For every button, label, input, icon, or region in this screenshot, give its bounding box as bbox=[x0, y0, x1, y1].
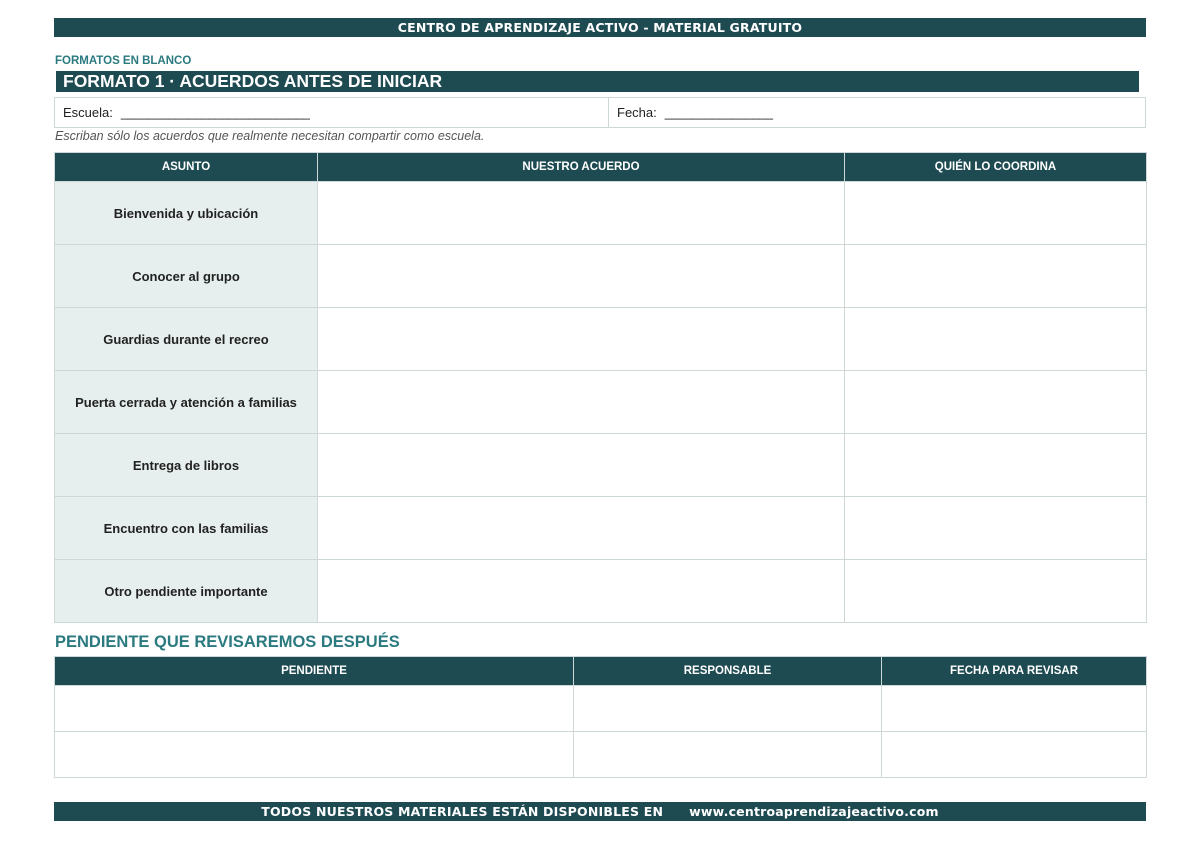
pending-section-title: PENDIENTE QUE REVISAREMOS DESPUÉS bbox=[55, 633, 400, 651]
pending-cell[interactable] bbox=[55, 732, 574, 778]
table-row bbox=[55, 308, 1147, 371]
topic-cell: Conocer al grupo bbox=[55, 245, 318, 308]
topic-cell: Encuentro con las familias bbox=[55, 497, 318, 560]
instruction-note: Escriban sólo los acuerdos que realmente necesitan compartir como escuela. bbox=[55, 129, 485, 143]
school-field[interactable] bbox=[55, 98, 609, 127]
table-row bbox=[55, 371, 1147, 434]
responsible-cell[interactable] bbox=[574, 732, 882, 778]
header-banner: CENTRO DE APRENDIZAJE ACTIVO - MATERIAL GRATUITO bbox=[54, 18, 1146, 37]
table-header-row bbox=[55, 153, 1147, 182]
column-header: PENDIENTE bbox=[55, 657, 574, 686]
review-date-cell[interactable] bbox=[882, 732, 1147, 778]
table-header-row bbox=[55, 657, 1147, 686]
agreement-cell[interactable] bbox=[318, 182, 845, 245]
review-date-cell[interactable] bbox=[882, 686, 1147, 732]
footer-text: TODOS NUESTROS MATERIALES ESTÁN DISPONIBLES EN bbox=[261, 804, 664, 819]
agreements-table bbox=[54, 152, 1147, 623]
column-header: QUIÉN LO COORDINA bbox=[845, 153, 1147, 182]
format-title: FORMATO 1 · ACUERDOS ANTES DE INICIAR bbox=[56, 71, 1139, 92]
column-header: FECHA PARA REVISAR bbox=[882, 657, 1147, 686]
coordinator-cell[interactable] bbox=[845, 497, 1147, 560]
footer-banner bbox=[54, 802, 1146, 821]
agreement-cell[interactable] bbox=[318, 308, 845, 371]
topic-cell: Puerta cerrada y atención a familias bbox=[55, 371, 318, 434]
agreement-cell[interactable] bbox=[318, 560, 845, 623]
coordinator-cell[interactable] bbox=[845, 182, 1147, 245]
topic-cell: Entrega de libros bbox=[55, 434, 318, 497]
table-row bbox=[55, 732, 1147, 778]
table-row bbox=[55, 560, 1147, 623]
table-row bbox=[55, 686, 1147, 732]
table-row bbox=[55, 497, 1147, 560]
column-header: RESPONSABLE bbox=[574, 657, 882, 686]
topic-cell: Bienvenida y ubicación bbox=[55, 182, 318, 245]
coordinator-cell[interactable] bbox=[845, 560, 1147, 623]
column-header: ASUNTO bbox=[55, 153, 318, 182]
coordinator-cell[interactable] bbox=[845, 371, 1147, 434]
agreement-cell[interactable] bbox=[318, 434, 845, 497]
coordinator-cell[interactable] bbox=[845, 434, 1147, 497]
date-label: Fecha: bbox=[617, 105, 657, 120]
agreement-cell[interactable] bbox=[318, 245, 845, 308]
table-row bbox=[55, 182, 1147, 245]
info-row bbox=[54, 97, 1146, 128]
topic-cell: Guardias durante el recreo bbox=[55, 308, 318, 371]
table-row bbox=[55, 434, 1147, 497]
coordinator-cell[interactable] bbox=[845, 308, 1147, 371]
date-line[interactable]: ________________ bbox=[664, 105, 773, 120]
school-label: Escuela: bbox=[63, 105, 113, 120]
agreement-cell[interactable] bbox=[318, 497, 845, 560]
responsible-cell[interactable] bbox=[574, 686, 882, 732]
date-field[interactable] bbox=[609, 98, 772, 127]
footer-url[interactable]: www.centroaprendizajeactivo.com bbox=[689, 804, 939, 819]
pending-table bbox=[54, 656, 1147, 778]
coordinator-cell[interactable] bbox=[845, 245, 1147, 308]
section-label: FORMATOS EN BLANCO bbox=[55, 55, 192, 67]
topic-cell: Otro pendiente importante bbox=[55, 560, 318, 623]
pending-cell[interactable] bbox=[55, 686, 574, 732]
agreement-cell[interactable] bbox=[318, 371, 845, 434]
table-row bbox=[55, 245, 1147, 308]
school-line[interactable]: ____________________________ bbox=[120, 105, 310, 120]
column-header: NUESTRO ACUERDO bbox=[318, 153, 845, 182]
